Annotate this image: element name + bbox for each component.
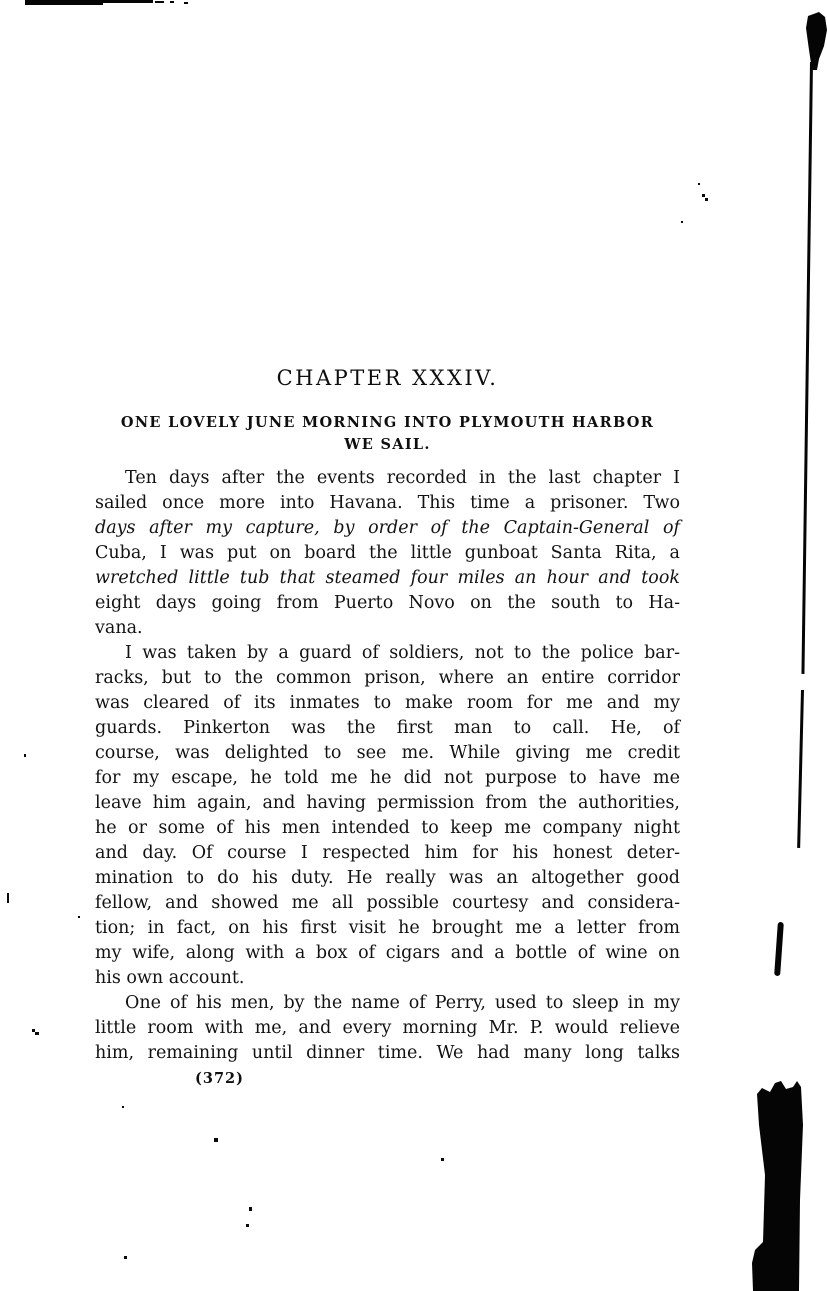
text-line: eight days going from Puerto Novo on the south to Ha- xyxy=(95,593,680,613)
scan-speck xyxy=(7,893,9,903)
scan-speck xyxy=(249,1207,252,1211)
chapter-subtitle-line2: WE SAIL. xyxy=(344,436,431,453)
scan-artifact-top-left-bar xyxy=(103,0,153,3)
text-line: tion; in fact, on his first visit he brought me a letter from xyxy=(95,918,680,938)
scan-speck xyxy=(441,1158,444,1161)
text-line: his own account. xyxy=(95,968,245,988)
paragraph xyxy=(95,641,680,991)
text-line: and day. Of course I respected him for his honest deter- xyxy=(95,843,680,863)
text-line: course, was delighted to see me. While giving me credit xyxy=(95,743,680,763)
scan-speck xyxy=(214,1138,218,1142)
chapter-heading: CHAPTER XXXIV. xyxy=(276,366,499,390)
text-line: was cleared of its inmates to make room for me and my xyxy=(95,693,680,713)
text-line: mination to do his duty. He really was an altogether good xyxy=(95,868,680,888)
scan-speck xyxy=(681,221,683,223)
text-line: him, remaining until dinner time. We had many long talks xyxy=(95,1043,680,1063)
paragraph xyxy=(95,991,680,1066)
text-line: days after my capture, by order of the Captain-General of xyxy=(95,518,680,538)
text-line: fellow, and showed me all possible courtesy and considera- xyxy=(95,893,680,913)
text-line: One of his men, by the name of Perry, used to sleep in my xyxy=(125,993,680,1013)
scan-artifact-top-left-bar xyxy=(25,0,103,5)
scan-artifact-top-left-dash xyxy=(184,2,188,4)
text-line: Cuba, I was put on board the little gunboat Santa Rita, a xyxy=(95,543,680,563)
scan-artifact-right-edge-line xyxy=(797,690,804,848)
text-line: for my escape, he told me he did not purpose to have me xyxy=(95,768,680,788)
scan-speck xyxy=(702,194,705,197)
scan-artifact-bottom-right-blob xyxy=(750,1080,806,1291)
text-line: Ten days after the events recorded in the last chapter I xyxy=(125,468,680,488)
scan-speck xyxy=(35,1032,39,1035)
scan-speck xyxy=(78,916,80,918)
scan-speck xyxy=(705,198,708,201)
scan-artifact-right-edge-line xyxy=(801,62,813,674)
text-line: leave him again, and having permission from the authorities, xyxy=(95,793,680,813)
text-line: racks, but to the common prison, where an entire corridor xyxy=(95,668,680,688)
text-line: sailed once more into Havana. This time a prisoner. Two xyxy=(95,493,680,513)
text-line: my wife, along with a box of cigars and a bottle of wine on xyxy=(95,943,680,963)
scan-artifact-right-blob-top xyxy=(804,12,827,70)
body-text xyxy=(95,466,680,1066)
chapter-subtitle xyxy=(80,412,695,456)
text-line: I was taken by a guard of soldiers, not to the police bar- xyxy=(125,643,680,663)
page-number: (372) xyxy=(195,1070,244,1087)
text-line: little room with me, and every morning Mr. P. would relieve xyxy=(95,1018,680,1038)
text-line: vana. xyxy=(95,618,143,638)
scan-speck xyxy=(698,183,700,185)
scan-speck xyxy=(124,1256,127,1259)
text-line: guards. Pinkerton was the first man to call. He, of xyxy=(95,718,680,738)
chapter-subtitle-line1: ONE LOVELY JUNE MORNING INTO PLYMOUTH HARBOR xyxy=(120,414,655,431)
scan-speck xyxy=(246,1224,249,1227)
scan-artifact-top-left-dash xyxy=(170,1,174,3)
text-line: wretched little tub that steamed four miles an hour and took xyxy=(95,568,680,588)
paragraph xyxy=(95,466,680,641)
scan-speck xyxy=(122,1106,124,1108)
scan-artifact-top-left-dash xyxy=(155,1,164,3)
scan-speck xyxy=(24,754,26,757)
text-line: he or some of his men intended to keep me company night xyxy=(95,818,680,838)
scan-artifact-right-edge-mark xyxy=(774,922,784,976)
